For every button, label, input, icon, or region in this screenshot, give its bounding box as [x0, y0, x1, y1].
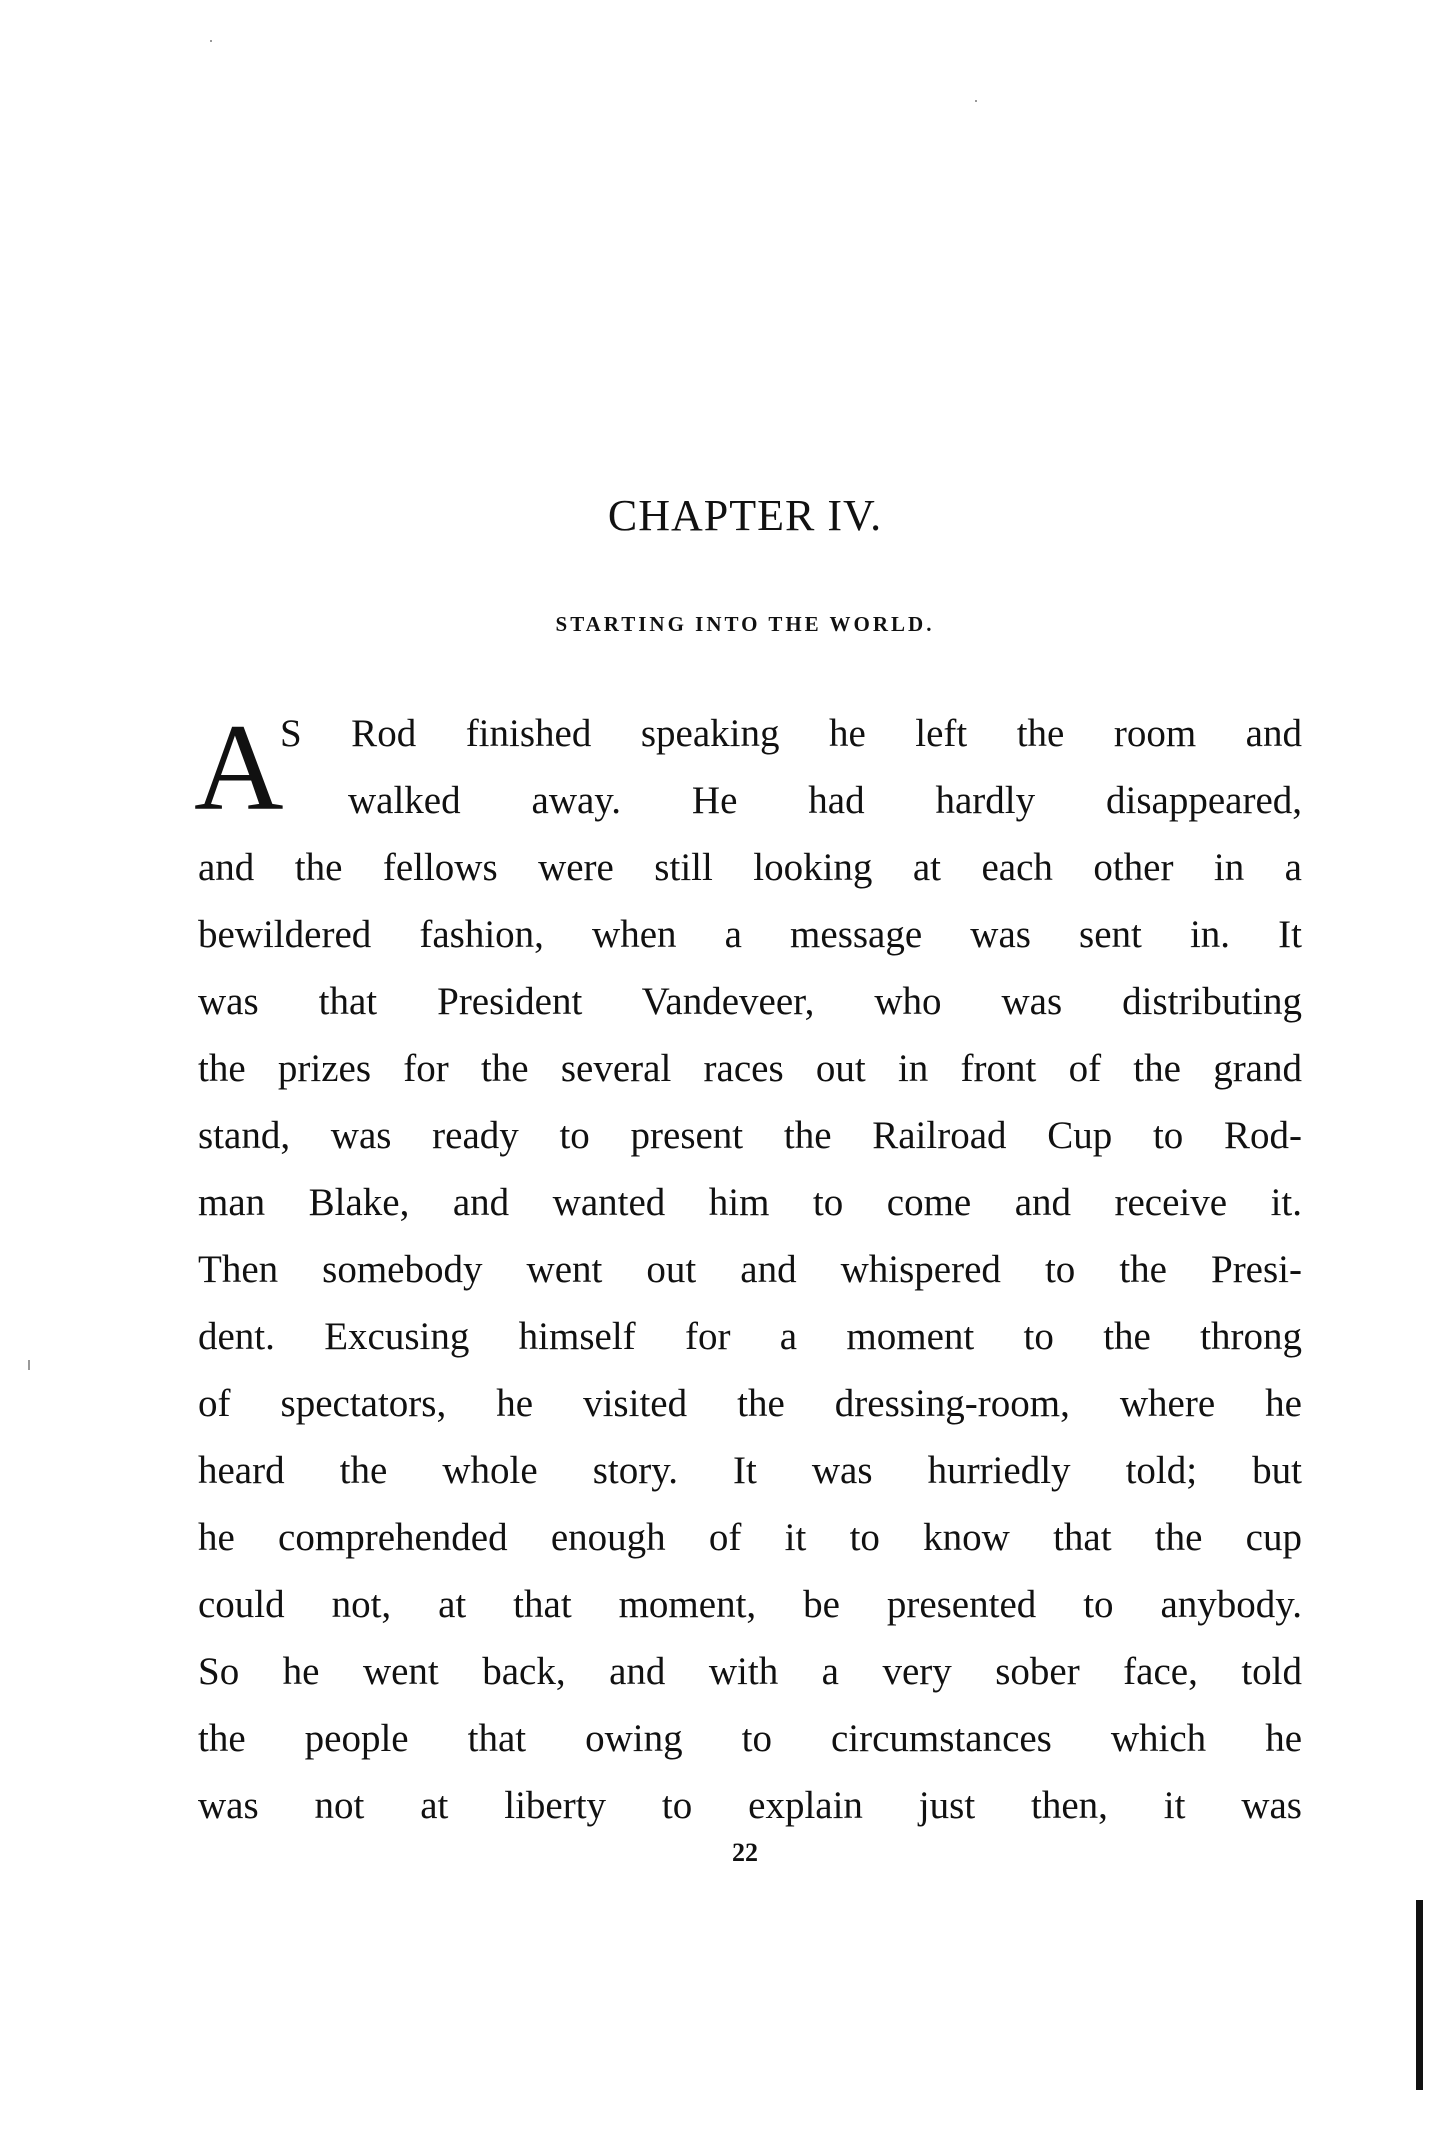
- text-line: was that President Vandeveer, who was distributing: [198, 980, 1302, 1023]
- text-line: man Blake, and wanted him to come and receive it.: [198, 1181, 1302, 1224]
- text-line: dent. Excusing himself for a moment to the throng: [198, 1315, 1302, 1358]
- body-text: [194, 699, 1302, 1839]
- text-line: stand, was ready to present the Railroad Cup to Rod-: [198, 1114, 1302, 1157]
- text-line: Then somebody went out and whispered to the Presi-: [198, 1248, 1302, 1291]
- chapter-title: CHAPTER IV.: [607, 491, 883, 540]
- text-line: and the fellows were still looking at each other in a: [198, 846, 1302, 889]
- text-line: heard the whole story. It was hurriedly told; but: [198, 1449, 1302, 1492]
- scan-speck: [28, 1360, 30, 1370]
- text-line: the prizes for the several races out in front of the grand: [198, 1047, 1302, 1090]
- text-line: was not at liberty to explain just then, it was: [198, 1784, 1302, 1827]
- scan-speck: [975, 100, 977, 102]
- page-number: 22: [732, 1838, 758, 1867]
- text-line: So he went back, and with a very sober face, told: [198, 1650, 1302, 1693]
- drop-cap: A: [194, 699, 284, 836]
- text-line: of spectators, he visited the dressing-room, where he: [198, 1382, 1302, 1425]
- text-line: could not, at that moment, be presented to anybody.: [198, 1583, 1302, 1626]
- chapter-subtitle: STARTING INTO THE WORLD.: [555, 612, 935, 636]
- scan-speck: [210, 40, 212, 42]
- text-line: bewildered fashion, when a message was sent in. It: [198, 913, 1302, 956]
- text-line: walked away. He had hardly disappeared,: [348, 779, 1302, 822]
- page-edge-shadow: [1416, 1900, 1423, 2090]
- text-line: he comprehended enough of it to know that the cup: [198, 1516, 1302, 1559]
- text-line: S Rod finished speaking he left the room and: [280, 712, 1302, 755]
- text-line: the people that owing to circumstances which he: [198, 1717, 1302, 1760]
